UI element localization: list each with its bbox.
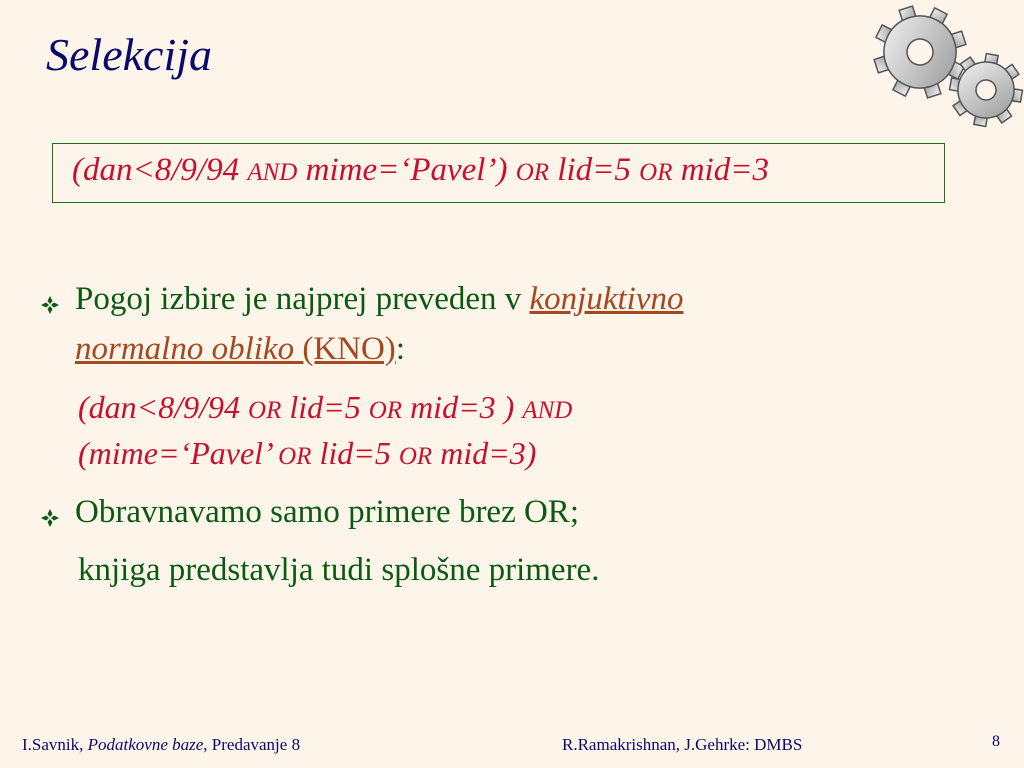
formula-part: (mime=‘Pavel’ bbox=[78, 435, 279, 471]
formula-part: lid=5 bbox=[549, 152, 640, 188]
formula-operator: OR bbox=[368, 397, 403, 424]
footer-left bbox=[22, 735, 300, 755]
slide-title: Selekcija bbox=[46, 29, 213, 80]
formula-operator: OR bbox=[248, 397, 282, 424]
formula-operator: OR bbox=[278, 443, 312, 470]
diamond-bullet-icon bbox=[40, 508, 60, 528]
bullet-1-line-2 bbox=[75, 331, 405, 368]
bullet-1-colon: : bbox=[395, 331, 405, 367]
selection-formula bbox=[72, 152, 769, 189]
footer-author: I.Savnik, bbox=[22, 735, 88, 754]
bullet-2-continuation: knjiga predstavlja tudi splošne primere. bbox=[78, 552, 600, 588]
cnf-formula-line-1 bbox=[78, 389, 572, 426]
formula-part: mid=3) bbox=[432, 435, 537, 471]
formula-operator: OR bbox=[515, 159, 550, 186]
kno-link-abbr[interactable]: (KNO) bbox=[294, 331, 396, 367]
kno-link-part-1[interactable]: konjuktivno bbox=[529, 281, 684, 317]
bullet-1-text: Pogoj izbire je najprej preveden v bbox=[75, 281, 530, 317]
formula-part: mid=3 ) bbox=[402, 389, 523, 425]
page-number: 8 bbox=[992, 733, 1000, 750]
cnf-formula-line-2 bbox=[78, 435, 536, 472]
bullet-2-text: Obravnavamo samo primere brez OR; bbox=[75, 494, 579, 530]
diamond-bullet-icon bbox=[40, 295, 60, 315]
formula-operator: OR bbox=[398, 443, 433, 470]
bullet-1-line-1 bbox=[75, 281, 683, 318]
formula-operator: AND bbox=[522, 397, 573, 424]
formula-part: (dan<8/9/94 bbox=[72, 152, 248, 188]
formula-operator: OR bbox=[639, 159, 673, 186]
formula-part: mime=‘Pavel’) bbox=[297, 152, 516, 188]
footer-course: Podatkovne baze bbox=[87, 735, 204, 754]
kno-link-part-2[interactable]: normalno obliko bbox=[75, 331, 295, 367]
gears-icon bbox=[862, 4, 1024, 128]
footer-lecture: , Predavanje 8 bbox=[203, 735, 301, 754]
formula-part: lid=5 bbox=[311, 435, 399, 471]
formula-part: (dan<8/9/94 bbox=[78, 389, 249, 425]
formula-operator: AND bbox=[247, 159, 298, 186]
formula-part: mid=3 bbox=[672, 152, 769, 188]
formula-part: lid=5 bbox=[281, 389, 369, 425]
footer-source: R.Ramakrishnan, J.Gehrke: DMBS bbox=[562, 735, 803, 754]
